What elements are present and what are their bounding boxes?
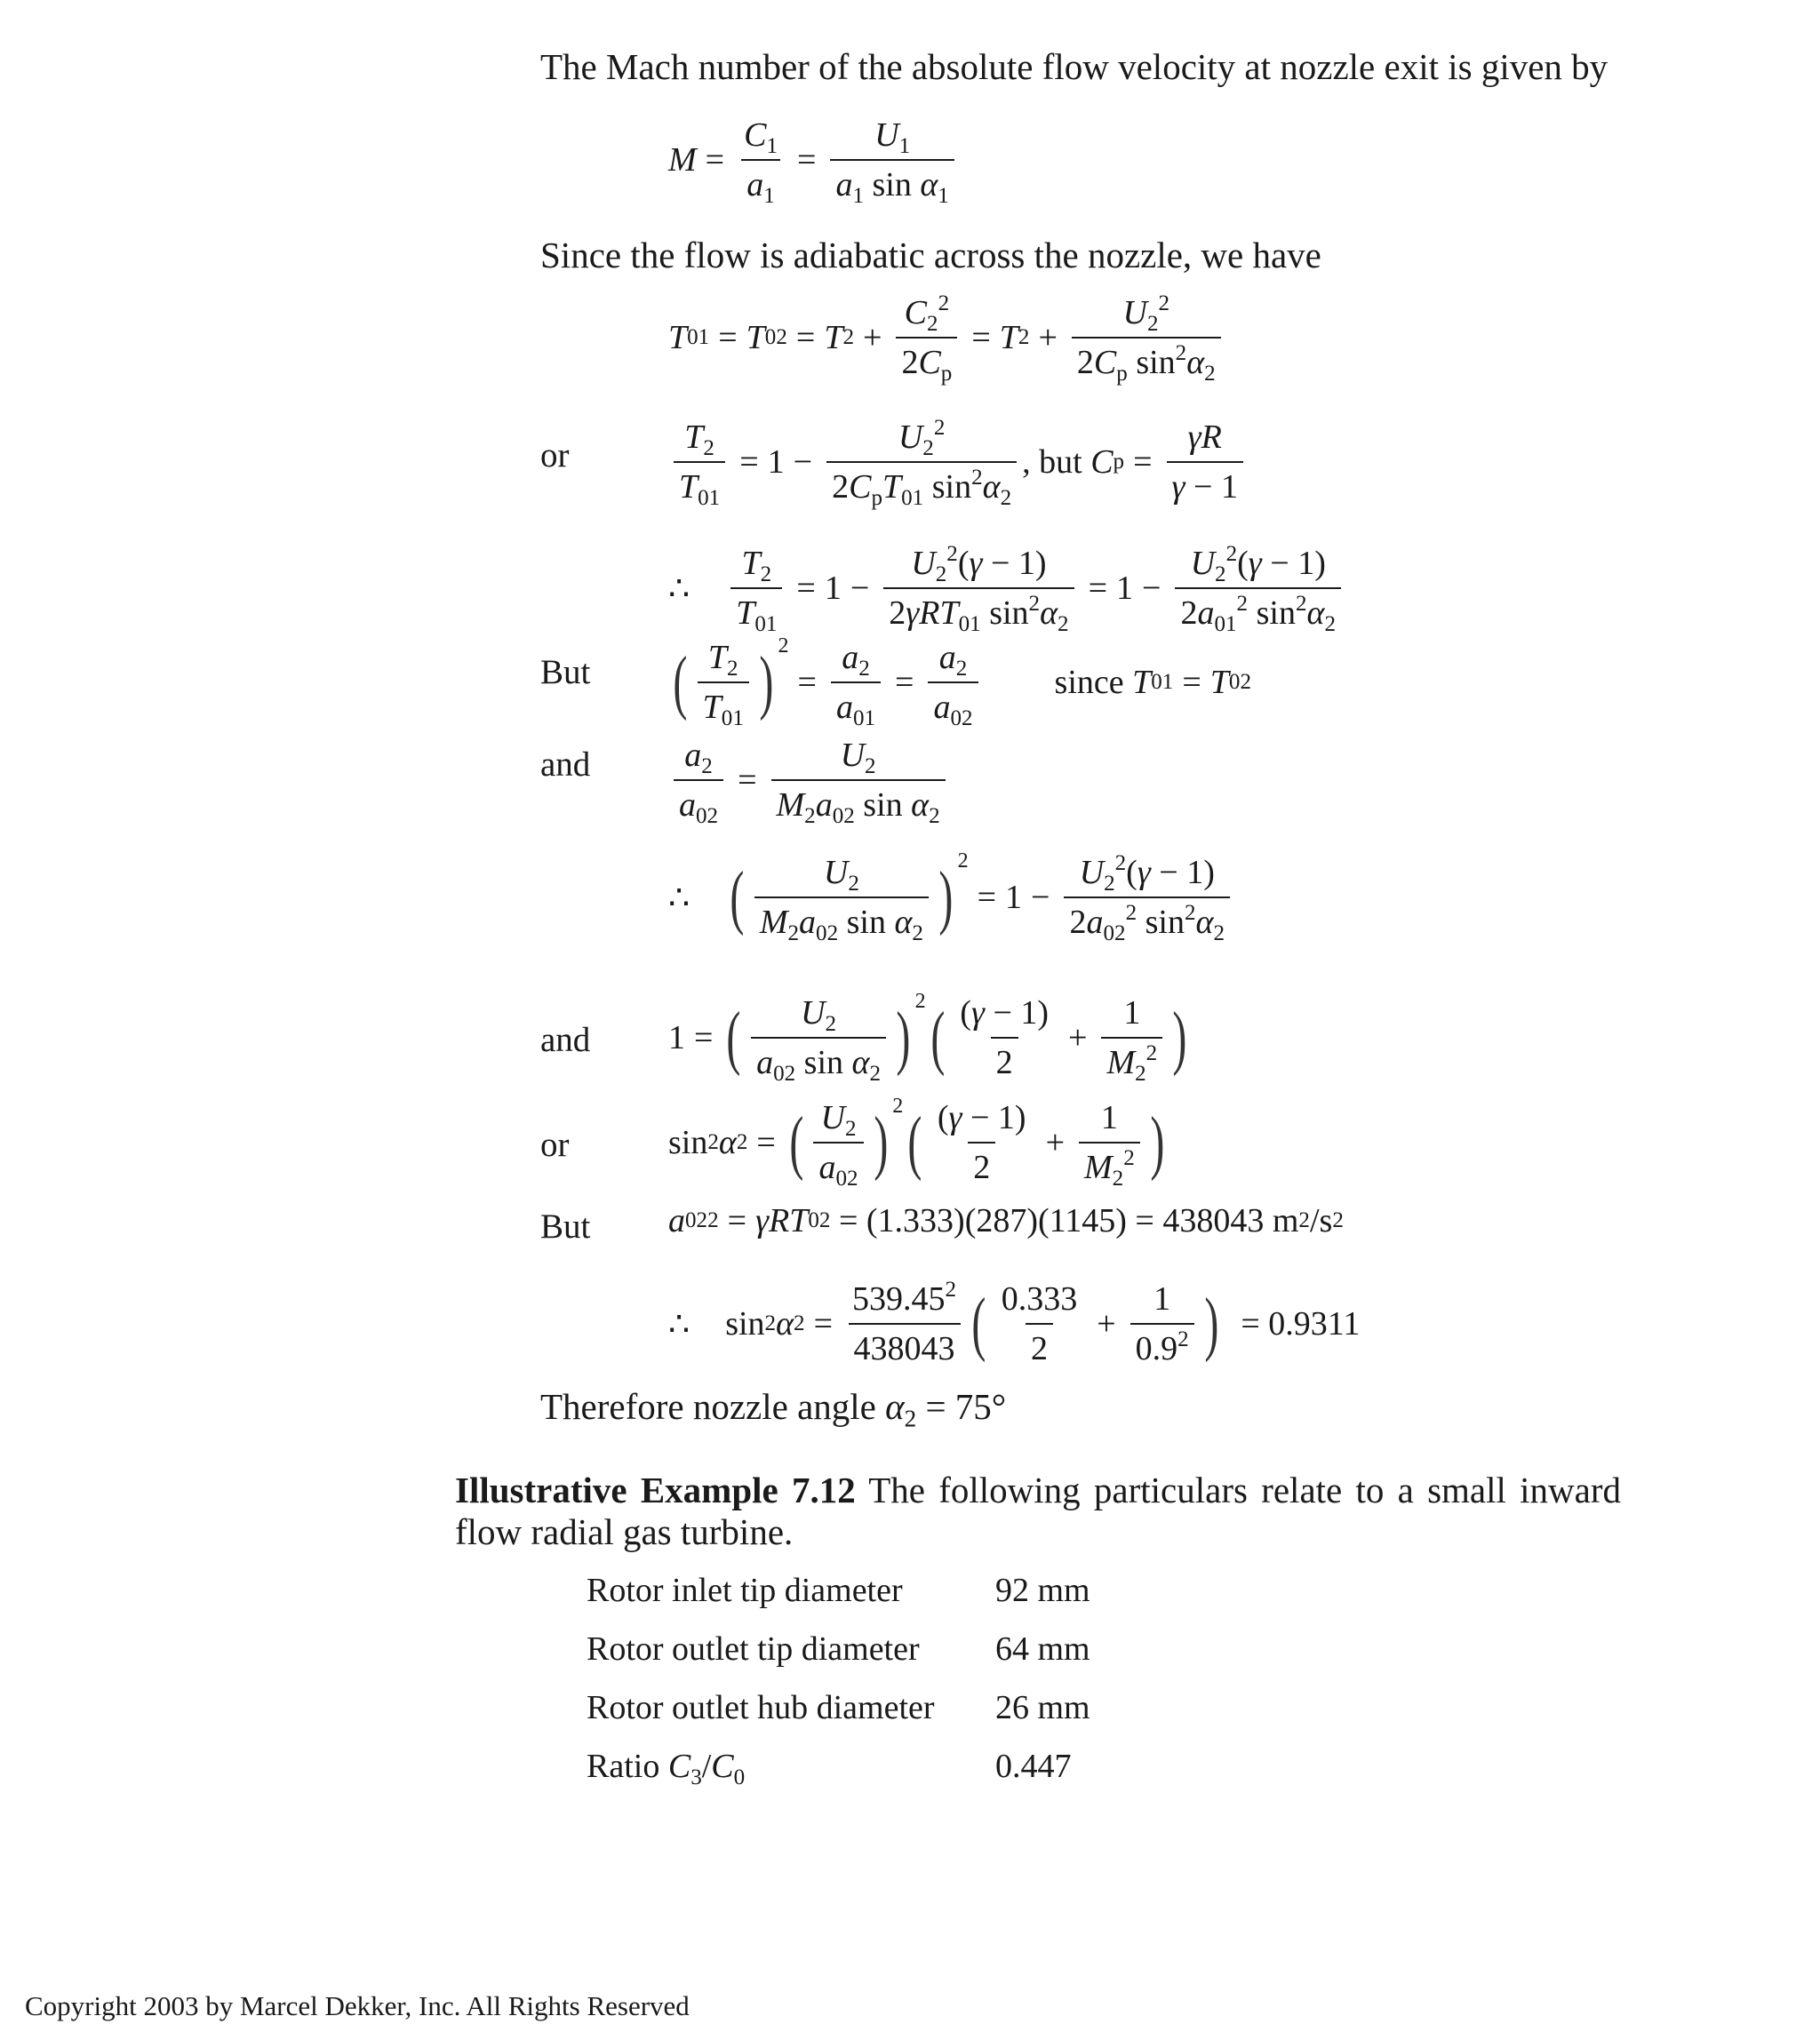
equation-combined: ∴ ( $\frac{U_2}{M_2a_{02} \sin \alpha_2}$ ) 2 = 1 − $\frac{U_2^2(\gamma - 1)}{2a_{02}^2 \sin^2\alpha_2}$: [668, 853, 1235, 942]
particular-value: 64 mm: [995, 1630, 1090, 1668]
particular-label: Rotor outlet hub diameter: [587, 1689, 935, 1726]
label-or: or: [540, 436, 570, 474]
calc-mach: 0.9: [1135, 1330, 1178, 1367]
therefore-text: Therefore nozzle angle: [540, 1386, 876, 1427]
since-text: since: [1054, 664, 1124, 701]
label-and: and: [540, 745, 591, 784]
particular-label: Ratio $C_3/C_0$: [587, 1748, 746, 1790]
calc-numerator: 539.45: [852, 1280, 946, 1318]
particular-row: [587, 1571, 1090, 1610]
particular-row: [587, 1630, 1090, 1669]
calc-result: = 0.9311: [1241, 1305, 1361, 1343]
intro-text: The Mach number of the absolute flow velocity at nozzle exit is given by: [540, 46, 1608, 87]
example-line-1: The following particulars relate to a small inward: [868, 1470, 1621, 1510]
equation-sin-result: ∴ sin 2 α 2 = $\frac{539.45^2}{438043}$ ( $\frac{0.333}{2}$ + $\frac{1}{0.9^2}$ ) = 0.9311: [668, 1277, 1361, 1367]
calc-two: 2: [1026, 1323, 1053, 1368]
particular-row: [587, 1747, 1072, 1790]
calc-one: 1: [1153, 1280, 1171, 1318]
equation-mach: M = $\frac{C_1}{a_1}$ = $\frac{U_1}{a_1 \sin \alpha_1}$: [668, 116, 960, 204]
particular-value: 92 mm: [995, 1572, 1090, 1609]
equation-stagnation-temp: T 01 = T 02 = T 2 + $\frac{C_2^2}{2C_p}$ = T 2 + $\frac{U_2^2}{2C_p \sin^2\alpha_2}$: [668, 293, 1226, 382]
equation-temp-ratio-2: ∴ $\frac{T_2}{T_{01}}$ = 1 − $\frac{U_2^2(\gamma - 1)}{2\gamma RT_{01} \sin^2\alpha_2}$ = 1 − $\frac{U_2^2(\gamma - 1)}{2a_{01}^2 \sin^2\alpha_2}$: [668, 544, 1346, 633]
but-text: , but: [1022, 443, 1082, 481]
calc-denominator: 438043: [849, 1323, 961, 1368]
copyright-footer: Copyright 2003 by Marcel Dekker, Inc. All Rights Reserved: [25, 1990, 690, 2021]
equation-sound-speed-ratio: ( $\frac{T_2}{T_{01}}$ ) 2 = $\frac{a_2}{a_{01}}$ = $\frac{a_2}{a_{02}}$ since T 01 = T 02: [673, 634, 1251, 731]
equation-temp-ratio: $\frac{T_2}{T_{01}}$ = 1 − $\frac{U_2^2}{2C_pT_{01} \sin^2\alpha_2}$ , but C p = $\frac{\gamma R}{\gamma - 1}$: [668, 418, 1249, 506]
label-but: But: [540, 653, 591, 691]
equation-a02-value: a 02 2 = γRT 02 = (1.333)(287)(1145) = 438043 m 2 /s 2: [668, 1202, 1344, 1239]
therefore-line: Therefore nozzle angle $\alpha_2 = 75^\circ$: [540, 1386, 1007, 1432]
particular-label: Rotor inlet tip diameter: [587, 1572, 903, 1609]
label-or-2: or: [540, 1126, 570, 1164]
label-but-2: But: [540, 1207, 591, 1246]
particular-value: 0.447: [995, 1748, 1072, 1785]
label-and-2: and: [540, 1021, 591, 1059]
example-line-2: flow radial gas turbine.: [455, 1511, 794, 1553]
particular-label: Rotor outlet tip diameter: [587, 1630, 920, 1668]
equation-sin-squared: sin 2 α 2 = ( $\frac{U_2}{a_{02}}$ ) 2 ( $\frac{(\gamma - 1)}{2}$ + $\frac{1}{M_2^2}$ ): [668, 1095, 1165, 1191]
particular-row: [587, 1688, 1090, 1727]
a02-numeric: = (1.333)(287)(1145) = 438043 m: [838, 1202, 1299, 1239]
particular-value: 26 mm: [995, 1689, 1090, 1726]
calc-gamma-term: 0.333: [1001, 1280, 1078, 1318]
equation-unity: 1 = ( $\frac{U_2}{a_{02} \sin \alpha_2}$ ) 2 ( $\frac{(\gamma - 1)}{2}$ + $\frac{1}{M_2^2}$ ): [668, 990, 1187, 1087]
equation-a2-ratio: $\frac{a_2}{a_{02}}$ = $\frac{U_2}{M_2a_{02} \sin \alpha_2}$: [668, 736, 951, 825]
example-paragraph: [455, 1470, 1621, 1553]
adiabatic-text: Since the flow is adiabatic across the nozzle, we have: [540, 235, 1321, 275]
therefore-value: = 75°: [925, 1386, 1007, 1427]
example-heading: Illustrative Example 7.12: [455, 1470, 856, 1510]
